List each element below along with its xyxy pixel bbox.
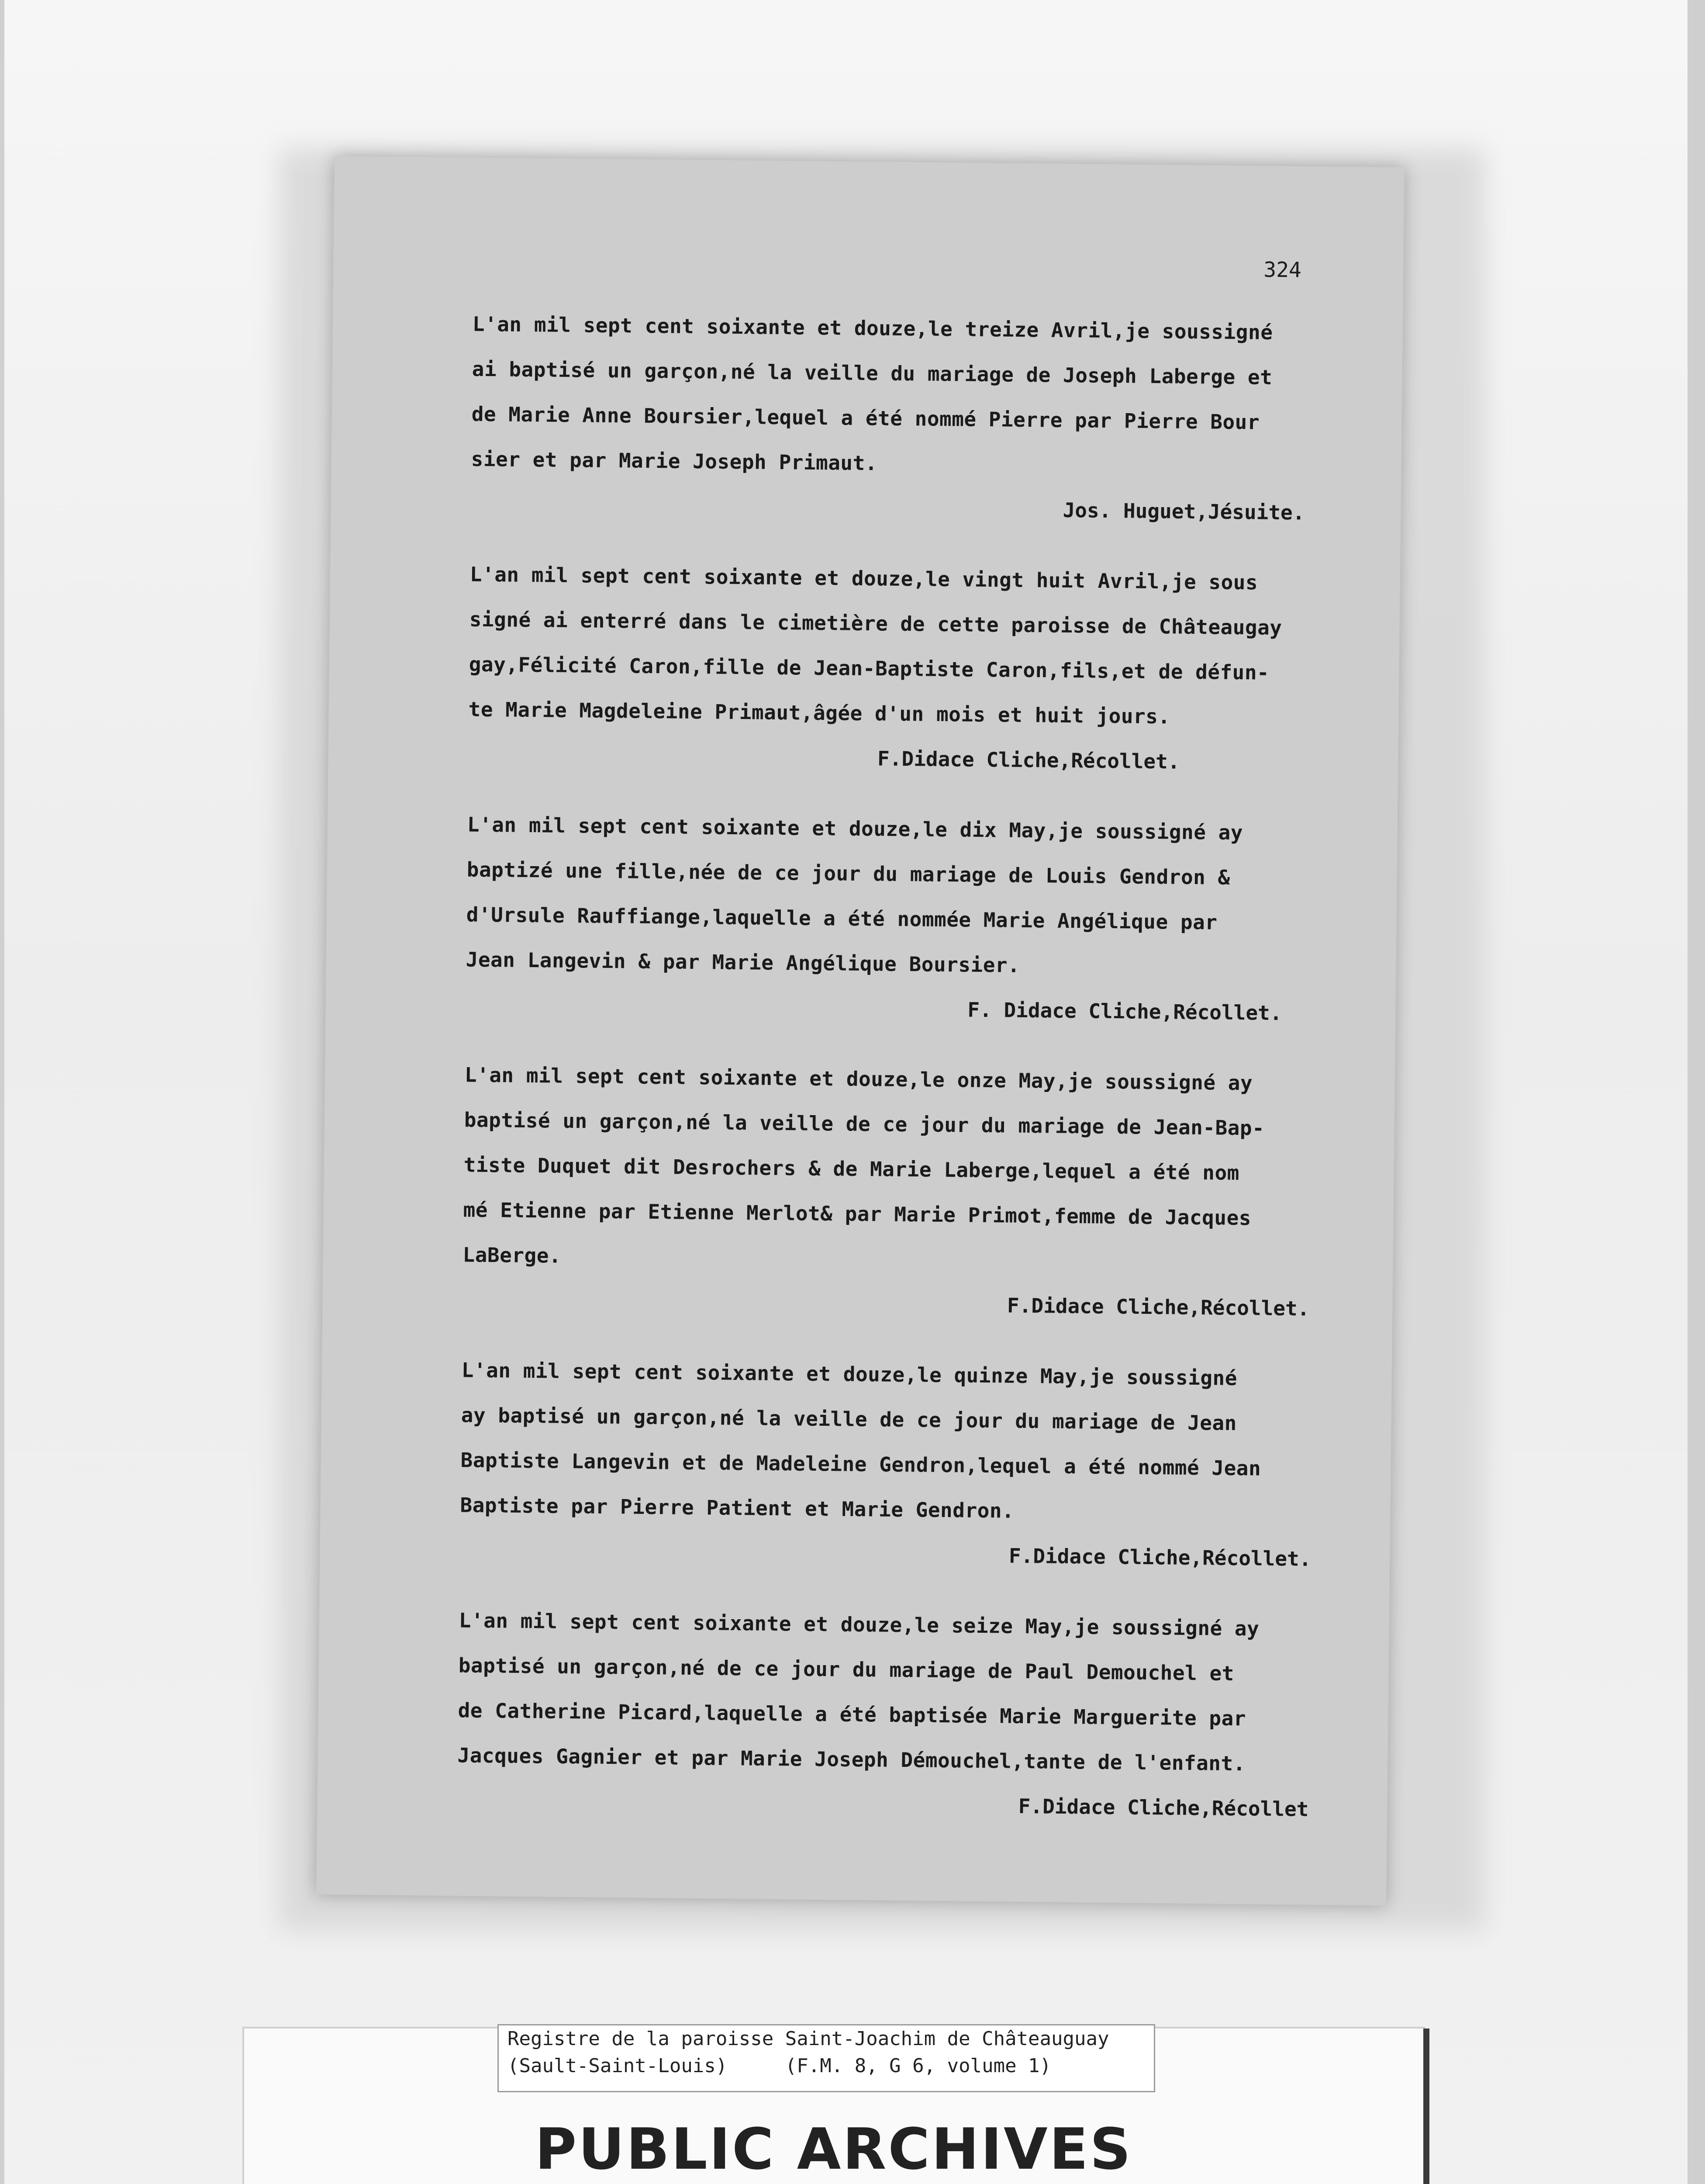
entry-line: L'an mil sept cent soixante et douze,le dix May,je soussigné ay: [467, 812, 1243, 845]
entry-line: gay,Félicité Caron,fille de Jean-Baptiste Caron,fils,et de défun-: [469, 652, 1270, 684]
entry-line: Baptiste Langevin et de Madeleine Gendron,lequel a été nommé Jean: [460, 1448, 1261, 1480]
entry-line: L'an mil sept cent soixante et douze,le treize Avril,je soussigné: [472, 312, 1273, 344]
entry-line: ai baptisé un garçon,né la veille du mariage de Joseph Laberge et: [472, 357, 1273, 389]
entry-line: tiste Duquet dit Desrochers & de Marie Laberge,lequel a été nom: [463, 1153, 1240, 1185]
entry-signature: F.Didace Cliche,Récollet.: [1008, 1544, 1312, 1571]
entry-signature: F.Didace Cliche,Récollet.: [1007, 1293, 1310, 1320]
entry-signature: Jos. Huguet,Jésuite.: [1063, 498, 1305, 525]
register-entry: [462, 1053, 1316, 1331]
entry-line: ay baptisé un garçon,né la veille de ce jour du mariage de Jean: [461, 1403, 1237, 1435]
register-entry: [457, 1598, 1311, 1832]
entry-line: te Marie Magdeleine Primaut,âgée d'un mois et huit jours.: [468, 697, 1170, 729]
entry-line: baptizé une fille,née de ce jour du mariage de Louis Gendron &: [466, 857, 1231, 889]
archives-title-english: PUBLIC ARCHIVES: [535, 2116, 1133, 2182]
scan-edge-right: [1688, 0, 1705, 2184]
entry-signature: F.Didace Cliche,Récollet: [1018, 1794, 1309, 1821]
entry-line: signé ai enterré dans le cimetière de cette paroisse de Châteaugay: [469, 607, 1282, 640]
archives-card: [242, 2027, 1425, 2184]
register-entries: [456, 302, 1324, 1857]
page-number: 324: [1263, 257, 1302, 283]
entry-line: baptisé un garçon,né de ce jour du mariage de Paul Demouchel et: [458, 1653, 1235, 1686]
entry-line: L'an mil sept cent soixante et douze,le seize May,je soussigné ay: [459, 1608, 1260, 1641]
entry-line: de Marie Anne Boursier,lequel a été nommé Pierre par Pierre Bour: [471, 402, 1260, 434]
card-edge-shadow: [1423, 2028, 1429, 2184]
entry-line: Jean Langevin & par Marie Angélique Boursier.: [466, 947, 1020, 977]
entry-signature: F.Didace Cliche,Récollet.: [877, 746, 1180, 774]
register-entry: [468, 552, 1322, 786]
source-label: [497, 2024, 1155, 2092]
entry-line: Jacques Gagnier et par Marie Joseph Démouchel,tante de l'enfant.: [457, 1743, 1246, 1776]
entry-line: mé Etienne par Etienne Merlot& par Marie Primot,femme de Jacques: [463, 1198, 1252, 1230]
scan-edge-left: [0, 0, 4, 2184]
entry-line: d'Ursule Rauffiange,laquelle a été nommée Marie Angélique par: [466, 902, 1218, 934]
register-entry: [470, 302, 1324, 536]
entry-line: de Catherine Picard,laquelle a été baptisée Marie Marguerite par: [458, 1698, 1246, 1731]
entry-line: L'an mil sept cent soixante et douze,le onze May,je soussigné ay: [464, 1063, 1253, 1095]
entry-line: Baptiste par Pierre Patient et Marie Gendron.: [460, 1493, 1015, 1523]
entry-line: L'an mil sept cent soixante et douze,le vingt huit Avril,je sous: [469, 562, 1258, 594]
source-label-register: Registre de la paroisse Saint-Joachim de Châteauguay: [507, 2028, 1109, 2050]
entry-line: baptisé un garçon,né la veille de ce jour du mariage de Jean-Bap-: [464, 1108, 1265, 1140]
entry-line: sier et par Marie Joseph Primaut.: [471, 447, 878, 475]
typed-register-page: [316, 156, 1405, 1905]
register-entry: [465, 802, 1319, 1036]
source-label-reference: (Sault-Saint-Louis) (F.M. 8, G 6, volume 1): [507, 2055, 1052, 2077]
entry-signature: F. Didace Cliche,Récollet.: [967, 998, 1282, 1025]
entry-line: L'an mil sept cent soixante et douze,le quinze May,je soussigné: [461, 1358, 1238, 1390]
entry-line: LaBerge.: [462, 1243, 562, 1268]
register-entry: [459, 1348, 1313, 1581]
